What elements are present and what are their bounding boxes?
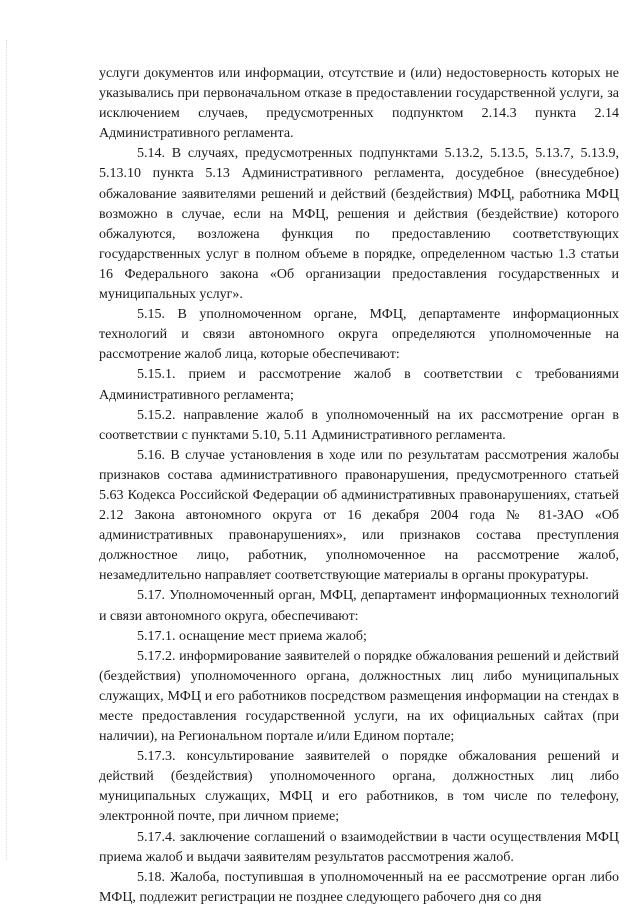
paragraph-5-17-2: 5.17.2. информирование заявителей о порядке обжалования решений и действий (бездействия) уполномоченного органа, должностных лиц либо муниципальных служащих, МФЦ и его работников посредством размещения информации на стендах в месте предоставления государственной услуги, на их официальных сайтах (при наличии), на Региональном портале и/или Едином портале; — [99, 648, 619, 745]
document-body — [99, 64, 619, 908]
paragraph-5-17: 5.17. Уполномоченный орган, МФЦ, департамент информационных технологий и связи автономного округа, обеспечивают: — [99, 588, 619, 624]
paragraph-5-17-1: 5.17.1. оснащение мест приема жалоб; — [137, 628, 367, 644]
paragraph-5-17-3: 5.17.3. консультирование заявителей о порядке обжалования решений и действий (бездействия) уполномоченного органа, должностных лиц либо муниципальных служащих, МФЦ и его работников, в том числе по телефону, электронной почте, при личном приеме; — [99, 749, 619, 825]
scan-margin-artifact — [6, 40, 8, 860]
paragraph-continuation: услуги документов или информации, отсутствие и (или) недостоверность которых не указывались при первоначальном отказе в предоставлении государственной услуги, за исключением случаев, предусмотренных подпунктом 2.14.3 пункта 2.14 Административного регламента. — [99, 66, 619, 142]
paragraph-5-15-2: 5.15.2. направление жалоб в уполномоченный на их рассмотрение орган в соответствии с пунктами 5.10, 5.11 Административного регламента. — [99, 407, 619, 443]
paragraph-5-15: 5.15. В уполномоченном органе, МФЦ, департаменте информационных технологий и связи автономного округа определяются уполномоченные на рассмотрение жалоб лица, которые обеспечивают: — [99, 307, 619, 363]
paragraph-5-17-4: 5.17.4. заключение соглашений о взаимодействии в части осуществления МФЦ приема жалоб и выдачи заявителям результатов рассмотрения жалоб. — [99, 829, 619, 865]
paragraph-5-18: 5.18. Жалоба, поступившая в уполномоченный на ее рассмотрение орган либо МФЦ, подлежит регистрации не позднее следующего рабочего дня со дня — [99, 869, 619, 905]
paragraph-5-15-1: 5.15.1. прием и рассмотрение жалоб в соответствии с требованиями Административного регламента; — [99, 367, 619, 403]
paragraph-5-16: 5.16. В случае установления в ходе или по результатам рассмотрения жалобы признаков состава административного правонарушения, предусмотренного статьей 5.63 Кодекса Российской Федерации об административных правонарушениях, статьей 2.12 Закона автономного округа от 16 декабря 2004 года № 81-ЗАО «Об административных правонарушениях», или признаков состава преступления должностное лицо, работник, уполномоченное на рассмотрение жалоб, незамедлительно направляет соответствующие материалы в органы прокуратуры. — [99, 447, 619, 584]
paragraph-5-14: 5.14. В случаях, предусмотренных подпунктами 5.13.2, 5.13.5, 5.13.7, 5.13.9, 5.13.10 пункта 5.13 Административного регламента, досудебное (внесудебное) обжалование заявителями решений и действий (бездействия) МФЦ, работника МФЦ возможно в случае, если на МФЦ, решения и действия (бездействие) которого обжалуются, возложена функция по предоставлению соответствующих государственных услуг в полном объеме в порядке, определенном частью 1.3 статьи 16 Федерального закона «Об организации предоставления государственных и муниципальных услуг». — [99, 146, 619, 303]
